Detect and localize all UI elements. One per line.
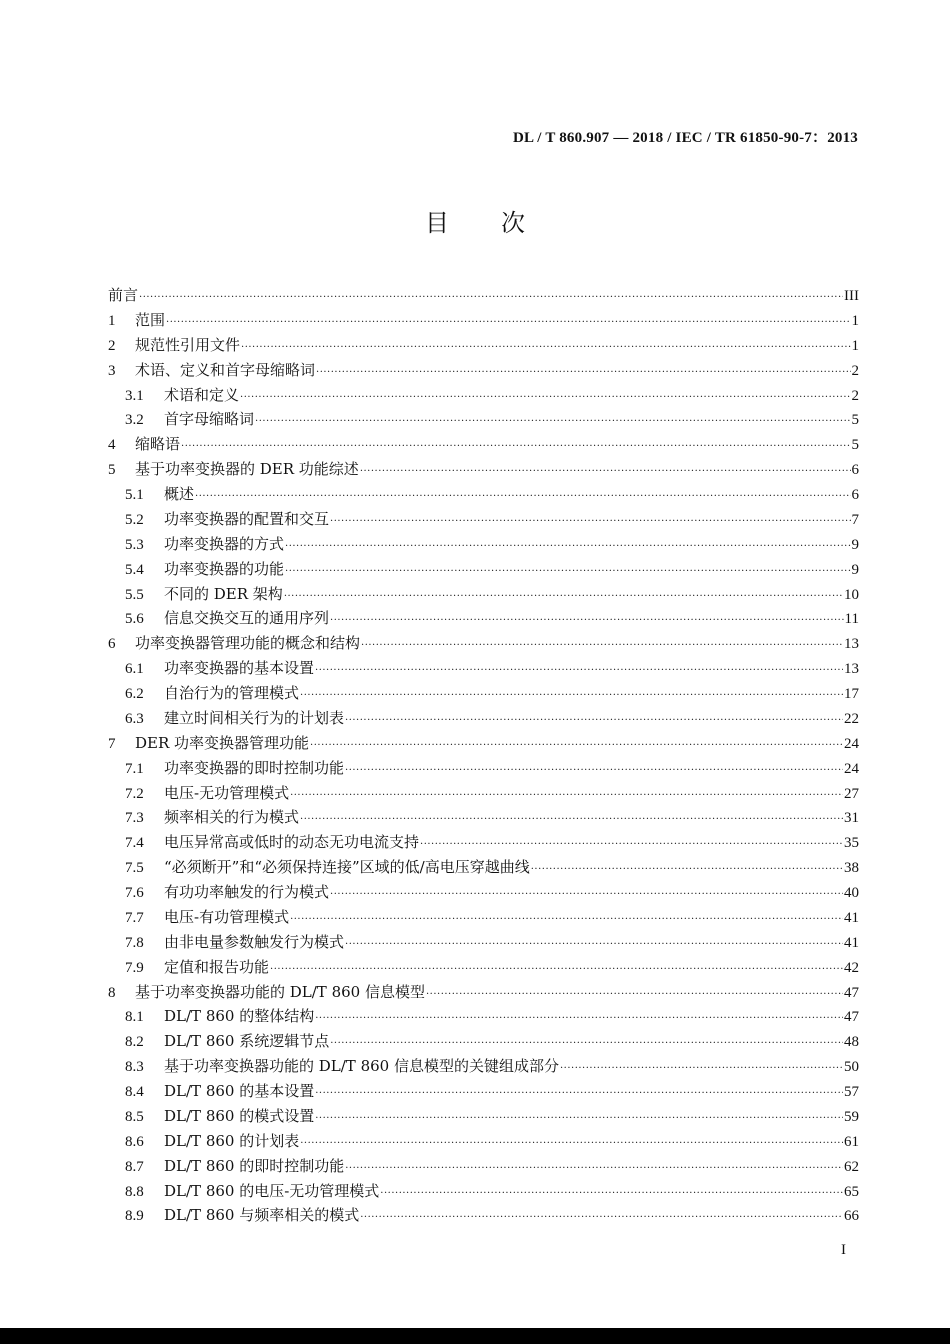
toc-entry-page: 24 xyxy=(844,760,859,777)
dot-leader xyxy=(290,790,843,801)
dot-leader xyxy=(345,1163,843,1174)
toc-entry[interactable] xyxy=(108,607,859,632)
toc-entry[interactable] xyxy=(108,284,859,309)
dot-leader xyxy=(240,392,850,403)
toc-entry-title: 基于功率变换器功能的 DL/T 860 信息模型的关键组成部分 xyxy=(164,1057,559,1076)
toc-entry-page: 62 xyxy=(844,1158,859,1175)
page-number: I xyxy=(841,1242,846,1258)
dot-leader xyxy=(300,814,843,825)
toc-entry-page: 47 xyxy=(844,984,859,1001)
toc-entry-title: 定值和报告功能 xyxy=(164,957,270,976)
dot-leader xyxy=(330,1038,843,1049)
toc-entry-title: 建立时间相关行为的计划表 xyxy=(164,708,345,727)
toc-entry[interactable] xyxy=(108,1030,859,1055)
toc-entry-number: 8.1 xyxy=(125,1009,144,1026)
toc-entry-page: 17 xyxy=(844,686,859,702)
toc-entry-number: 6.2 xyxy=(125,686,144,702)
dot-leader xyxy=(315,1088,843,1099)
toc-entry-number: 7.8 xyxy=(125,934,144,951)
toc-entry-title: 电压-无功管理模式 xyxy=(164,783,290,802)
dot-leader xyxy=(315,1113,843,1124)
toc-entry-title: DER 功率变换器管理功能 xyxy=(135,733,310,752)
dot-leader xyxy=(270,964,843,975)
toc-entry-page: 13 xyxy=(844,661,859,678)
toc-entry-title: 前言 xyxy=(108,286,139,304)
toc-entry-number: 8.3 xyxy=(125,1059,144,1076)
toc-entry-title: 基于功率变换器功能的 DL/T 860 信息模型 xyxy=(135,982,425,1001)
toc-entry-title: 概述 xyxy=(164,485,195,503)
toc-entry-title: 功率变换器的即时控制功能 xyxy=(164,758,345,777)
toc-entry-number: 5.2 xyxy=(125,511,144,528)
toc-entry[interactable] xyxy=(108,458,859,483)
toc-entry-title: 规范性引用文件 xyxy=(135,335,241,354)
dot-leader xyxy=(426,989,843,1000)
dot-leader xyxy=(310,740,843,751)
toc-entry-number: 5.1 xyxy=(125,487,144,503)
toc-entry-title: DL/T 860 的基本设置 xyxy=(164,1082,315,1100)
toc-entry[interactable] xyxy=(108,433,859,458)
dot-leader xyxy=(166,317,850,328)
dot-leader xyxy=(345,765,843,776)
toc-entry[interactable] xyxy=(108,856,859,881)
toc-entry-title: 缩略语 xyxy=(135,435,181,454)
toc-entry[interactable] xyxy=(108,1055,859,1080)
toc-entry-page: 42 xyxy=(844,959,859,976)
toc-entry-title: 电压-有功管理模式 xyxy=(164,907,290,926)
toc-entry[interactable] xyxy=(108,408,859,433)
toc-entry-number: 7.9 xyxy=(125,959,144,976)
dot-leader xyxy=(195,491,850,502)
toc-entry-number: 7.4 xyxy=(125,835,144,852)
dot-leader xyxy=(255,416,850,427)
toc-entry-number: 1 xyxy=(108,312,116,329)
toc-entry-page: 5 xyxy=(851,437,859,454)
toc-entry-title: 电压异常高或低时的动态无功电流支持 xyxy=(164,833,420,852)
dot-leader xyxy=(420,839,843,850)
toc-entry-page: 6 xyxy=(851,462,859,479)
toc-entry-page: 24 xyxy=(844,735,859,752)
toc-entry-title: 频率相关的行为模式 xyxy=(164,808,300,827)
dot-leader xyxy=(300,690,843,701)
toc-entry-title: 不同的 DER 架构 xyxy=(164,584,283,603)
toc-entry-title: 术语、定义和首字母缩略词 xyxy=(135,360,316,379)
toc-entry[interactable] xyxy=(108,1155,859,1180)
toc-entry[interactable] xyxy=(108,384,859,409)
toc-entry-page: 5 xyxy=(851,412,859,429)
toc-entry-number: 3.1 xyxy=(125,387,144,404)
toc-entry-page: 13 xyxy=(844,636,859,653)
toc-entry-number: 8.7 xyxy=(125,1158,144,1175)
toc-entry-number: 5.4 xyxy=(125,561,144,578)
dot-leader xyxy=(290,914,843,925)
toc-entry-page: 65 xyxy=(844,1183,859,1200)
toc-entry[interactable] xyxy=(108,583,859,608)
dot-leader xyxy=(139,292,843,303)
toc-entry-number: 6.3 xyxy=(125,710,144,727)
toc-entry-number: 8.9 xyxy=(125,1208,144,1225)
toc-entry-number: 4 xyxy=(108,437,116,454)
toc-entry[interactable] xyxy=(108,309,859,334)
toc-entry-title: DL/T 860 的电压-无功管理模式 xyxy=(164,1181,380,1200)
dot-leader xyxy=(285,566,850,577)
toc-entry-page: 47 xyxy=(844,1009,859,1026)
toc-entry-number: 5.3 xyxy=(125,536,144,553)
toc-entry[interactable] xyxy=(108,956,859,981)
table-of-contents xyxy=(108,284,859,1229)
dot-leader xyxy=(241,342,850,353)
dot-leader xyxy=(300,1138,843,1149)
dot-leader xyxy=(560,1063,843,1074)
toc-entry-title: 范围 xyxy=(135,310,166,329)
toc-entry-page: 2 xyxy=(851,362,859,379)
toc-entry-page: 41 xyxy=(844,909,859,926)
toc-entry-page: 40 xyxy=(844,885,859,901)
toc-entry[interactable] xyxy=(108,1204,859,1229)
bottom-border xyxy=(0,1328,950,1344)
toc-entry-title: 首字母缩略词 xyxy=(164,410,255,429)
toc-entry-number: 6 xyxy=(108,636,116,653)
toc-entry-page: 59 xyxy=(844,1108,859,1125)
toc-entry[interactable] xyxy=(108,1080,859,1105)
toc-entry[interactable] xyxy=(108,1005,859,1030)
toc-entry-page: 22 xyxy=(844,710,859,727)
dot-leader xyxy=(360,466,851,477)
toc-entry-page: 57 xyxy=(844,1084,859,1100)
toc-entry-title: 功率变换器管理功能的概念和结构 xyxy=(135,634,361,653)
toc-entry[interactable] xyxy=(108,1105,859,1130)
toc-entry-page: 48 xyxy=(844,1034,859,1051)
toc-entry-page: 1 xyxy=(851,312,859,329)
toc-entry-title: 功率变换器的配置和交互 xyxy=(164,509,330,528)
toc-entry-number: 7.7 xyxy=(125,909,144,926)
toc-entry-page: 38 xyxy=(844,860,859,877)
toc-entry-title: DL/T 860 的模式设置 xyxy=(164,1106,315,1125)
toc-entry[interactable] xyxy=(108,632,859,657)
toc-entry-page: 2 xyxy=(851,387,859,404)
dot-leader xyxy=(315,1013,843,1024)
toc-entry-page: 61 xyxy=(844,1133,859,1150)
dot-leader xyxy=(330,889,843,900)
toc-entry-number: 8.4 xyxy=(125,1084,144,1100)
toc-entry-number: 8.2 xyxy=(125,1034,144,1051)
toc-entry-number: 8.5 xyxy=(125,1108,144,1125)
toc-entry-number: 7.2 xyxy=(125,785,144,802)
toc-entry[interactable] xyxy=(108,682,859,707)
dot-leader xyxy=(285,541,850,552)
toc-entry[interactable] xyxy=(108,831,859,856)
toc-entry-title: DL/T 860 的计划表 xyxy=(164,1131,300,1150)
toc-entry-page: 50 xyxy=(844,1059,859,1076)
toc-entry-number: 2 xyxy=(108,337,116,354)
toc-entry[interactable] xyxy=(108,359,859,384)
toc-entry[interactable] xyxy=(108,657,859,682)
dot-leader xyxy=(181,441,850,452)
toc-entry-page: III xyxy=(844,288,859,304)
toc-entry-page: 1 xyxy=(851,337,859,354)
toc-entry-page: 11 xyxy=(844,611,859,628)
toc-entry-page: 41 xyxy=(844,934,859,951)
toc-entry-number: 6.1 xyxy=(125,661,144,678)
toc-entry-number: 3.2 xyxy=(125,412,144,429)
dot-leader xyxy=(284,591,843,602)
toc-entry[interactable] xyxy=(108,782,859,807)
toc-entry[interactable] xyxy=(108,906,859,931)
toc-entry-number: 7.3 xyxy=(125,810,144,827)
page-title: 目次 xyxy=(425,209,577,237)
toc-entry[interactable] xyxy=(108,558,859,583)
toc-entry-number: 3 xyxy=(108,362,116,379)
toc-entry-page: 31 xyxy=(844,810,859,827)
dot-leader xyxy=(360,1212,843,1223)
toc-entry-title: 由非电量参数触发行为模式 xyxy=(164,932,345,951)
toc-entry-title: DL/T 860 的即时控制功能 xyxy=(164,1156,345,1175)
toc-entry-title: 自治行为的管理模式 xyxy=(164,684,300,702)
toc-entry-title: 术语和定义 xyxy=(164,385,240,404)
toc-entry-number: 7.1 xyxy=(125,760,144,777)
toc-entry-title: DL/T 860 系统逻辑节点 xyxy=(164,1032,330,1051)
dot-leader xyxy=(315,665,843,676)
toc-entry[interactable] xyxy=(108,881,859,906)
toc-entry[interactable] xyxy=(108,334,859,359)
toc-entry-title: 基于功率变换器的 DER 功能综述 xyxy=(135,460,359,479)
toc-entry-number: 7.5 xyxy=(125,860,144,877)
dot-leader xyxy=(330,615,844,626)
toc-entry-page: 9 xyxy=(851,536,859,553)
toc-entry[interactable] xyxy=(108,981,859,1006)
toc-entry[interactable] xyxy=(108,732,859,757)
toc-entry-title: “必须断开”和“必须保持连接”区域的低/高电压穿越曲线 xyxy=(164,858,530,877)
toc-entry-title: 功率变换器的功能 xyxy=(164,559,285,578)
toc-entry-title: 有功功率触发的行为模式 xyxy=(164,883,330,901)
toc-entry-number: 5 xyxy=(108,462,116,479)
toc-entry[interactable] xyxy=(108,707,859,732)
toc-entry[interactable] xyxy=(108,508,859,533)
toc-entry-page: 7 xyxy=(851,511,859,528)
toc-entry-number: 5.5 xyxy=(125,586,144,603)
toc-entry[interactable] xyxy=(108,757,859,782)
dot-leader xyxy=(531,864,843,875)
toc-entry[interactable] xyxy=(108,1130,859,1155)
standard-header: DL / T 860.907 — 2018 / IEC / TR 61850-90-7：2013 xyxy=(512,130,858,146)
dot-leader xyxy=(345,939,843,950)
toc-entry-page: 9 xyxy=(851,561,859,578)
toc-entry[interactable] xyxy=(108,533,859,558)
toc-entry-title: DL/T 860 的整体结构 xyxy=(164,1007,315,1026)
toc-entry[interactable] xyxy=(108,1180,859,1205)
dot-leader xyxy=(345,715,843,726)
toc-entry-title: 功率变换器的方式 xyxy=(164,534,285,553)
toc-entry-title: 信息交换交互的通用序列 xyxy=(164,609,330,628)
dot-leader xyxy=(330,516,850,527)
toc-entry-number: 8 xyxy=(108,984,116,1001)
toc-entry-page: 27 xyxy=(844,785,859,802)
toc-entry-title: DL/T 860 与频率相关的模式 xyxy=(164,1206,360,1225)
toc-entry[interactable] xyxy=(108,806,859,831)
dot-leader xyxy=(380,1188,843,1199)
toc-entry-number: 7.6 xyxy=(125,885,144,901)
dot-leader xyxy=(316,367,850,378)
toc-entry-number: 8.6 xyxy=(125,1133,144,1150)
toc-entry-page: 10 xyxy=(844,586,859,603)
toc-entry[interactable] xyxy=(108,483,859,508)
toc-entry-page: 35 xyxy=(844,835,859,852)
toc-entry-number: 7 xyxy=(108,735,116,752)
toc-entry-number: 8.8 xyxy=(125,1183,144,1200)
toc-entry-number: 5.6 xyxy=(125,611,144,628)
toc-entry-title: 功率变换器的基本设置 xyxy=(164,659,315,678)
toc-entry-page: 6 xyxy=(851,487,859,503)
dot-leader xyxy=(361,640,843,651)
toc-entry-page: 66 xyxy=(844,1208,859,1225)
toc-entry[interactable] xyxy=(108,931,859,956)
